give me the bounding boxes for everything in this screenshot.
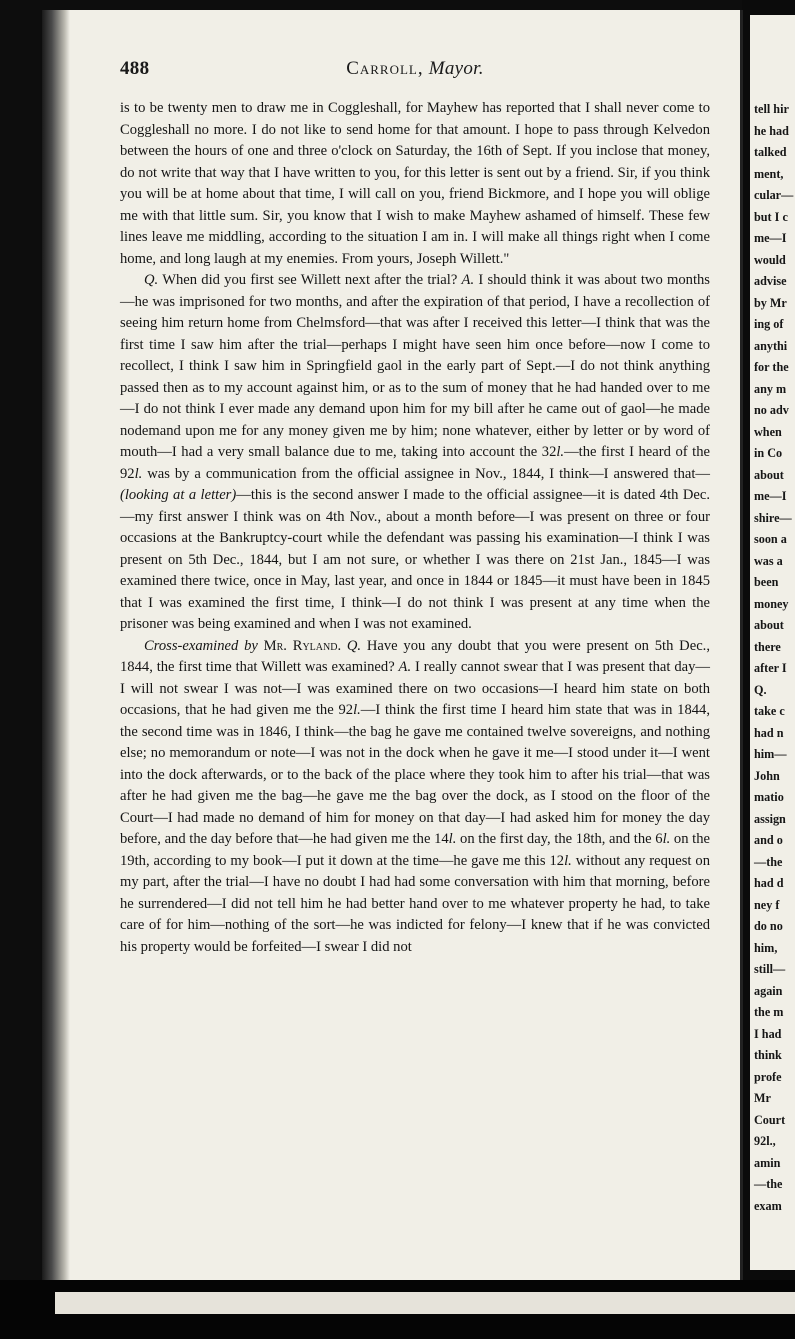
facing-page-fragment: cular— [754, 188, 794, 202]
text-segment: I should think it was about two months—he was imprisoned for two months, and after the expiration of that period, I have a recollection of seeing him return home from Chelmsford—that was after I received this letter—I think that was the first time I saw him after the trial—perhaps I might have seen him once before—now I come to recollect, I think I saw him in Springfield gaol in the early part of Sept.—I do not think anything passed then as to my account against him, or as to the sum of money that he had handed over to me—I do not think I ever made any demand upon him for my bill after he came out of gaol—he made nodemand upon me for any money given me by him; none whatever, either by letter or by word of mouth—I had a very small balance due to me, taking into account the 32 [120, 272, 710, 460]
facing-page-fragment: after I [754, 661, 787, 675]
facing-page-fragment: me—I [754, 231, 787, 245]
text-segment: —this is the second answer I made to the official assignee—it is dated 4th Dec.—my first answer I think was on 4th Nov., about a month before—I was present on three or four occasions at the Bankruptcy-court while the defendant was passing his examination—I think I was present on 5th Dec., 1844, but I am not sure, or whether I was there on 21st Jan., 1845—I was examined there twice, once in May, last year, and once in 1844 or 1845—it must have been in 1845 that I was examined the first time, I think—I do not think I was present at any time when the prisoner was being examined and when I was not examined. [120, 487, 710, 632]
facing-page-fragment: he had [754, 123, 789, 138]
facing-page-fragment: about [754, 467, 784, 482]
facing-page-fragment: assign [754, 811, 786, 826]
facing-page-fragment: ing of [754, 317, 784, 331]
facing-page-fragment: there [754, 639, 781, 654]
facing-page-fragment: Court [754, 1112, 786, 1127]
facing-page-fragment: advise [754, 274, 787, 288]
facing-page-fragments [750, 15, 795, 1217]
facing-page-fragment: still— [754, 962, 786, 976]
running-title-name: Carroll, [346, 58, 424, 79]
text-segment: on the 19th, according to my book—I put it down at the time—he gave me this 12 [120, 831, 710, 869]
facing-page-fragment: me—I [754, 489, 787, 503]
facing-page-fragment: take c [754, 704, 785, 718]
facing-page-fragment: exam [754, 1198, 782, 1213]
text-segment: without any request on my part, after the trial—I have no doubt I had had some conversation with him that morning, before he surrendered—I did not tell him he had better hand over to me whatever property he had, to take care of for him—nothing of the sort—he was indicted for felony—I knew that if he was convicted his property would be forfeited—I swear I did not [120, 852, 710, 955]
facing-page-fragment: profe [754, 1069, 782, 1084]
facing-page-fragment: —the [754, 1177, 783, 1191]
paragraph-cross-examination [120, 636, 710, 959]
text-segment: When did you first see Willett next after the trial? [158, 272, 462, 288]
facing-page-fragment: was a [754, 553, 783, 568]
facing-page-fragment: in Co [754, 446, 783, 460]
paragraph-examination [120, 270, 710, 636]
running-title-role: Mayor. [428, 58, 484, 79]
facing-page-fragment: think [754, 1048, 782, 1062]
answer-marker: A. [461, 272, 475, 288]
facing-page-fragment: tell hir [754, 102, 789, 116]
facing-page-fragment: Q. [754, 682, 767, 697]
page-number: 488 [120, 58, 150, 79]
counsel-name: Mr. Ryland. [263, 637, 342, 654]
facing-page-fragment: for the [754, 360, 789, 374]
facing-page-fragment: —the [754, 854, 783, 869]
facing-page-fragment: ment, [754, 166, 784, 181]
running-title [120, 58, 710, 80]
facing-page-fragment: him— [754, 747, 787, 761]
running-header [120, 58, 710, 88]
facing-page [750, 15, 795, 1270]
facing-page-fragment: 92l., [754, 1134, 776, 1148]
facing-page-fragment: him, [754, 940, 778, 955]
pound-symbol: l. [662, 831, 671, 847]
facing-page-fragment: shire— [754, 510, 792, 525]
facing-page-fragment: been [754, 575, 779, 589]
text-segment: —the first I heard of the 92 [120, 444, 710, 482]
text-segment: Have you any doubt that you were present on 5th Dec., 1844, the first time that Willett was examined? [120, 637, 710, 675]
pound-symbol: l. [556, 444, 565, 460]
bottom-page-edge [55, 1292, 795, 1314]
facing-page-fragment: by Mr [754, 295, 787, 310]
body-text [120, 98, 710, 958]
paragraph-letter-end [120, 98, 710, 270]
pound-symbol: l. [448, 831, 457, 847]
text-segment: was by a communication from the official assignee in Nov., 1844, I think—I answered that— [142, 465, 710, 482]
pound-symbol: l. [134, 465, 143, 482]
pound-symbol: l. [353, 702, 361, 718]
facing-page-fragment: do no [754, 919, 783, 933]
facing-page-fragment: no adv [754, 403, 789, 417]
answer-marker: A. [398, 659, 412, 675]
facing-page-fragment: when [754, 424, 782, 439]
question-marker: Q. [346, 637, 362, 654]
facing-page-fragment: anythi [754, 338, 788, 353]
question-marker: Q. [144, 272, 159, 288]
facing-page-fragment: talked [754, 145, 787, 159]
facing-page-fragment: money [754, 596, 789, 611]
facing-page-fragment: and o [754, 833, 783, 847]
paragraph-text: is to be twenty men to draw me in Coggleshall, for Mayhew has reported that I shall never come to Coggleshall no more. I do not like to send home for that amount. I hope to pass through Kelvedon between the hours of one and three o'clock on Saturday, the 16th of Sept. If you inclose that money, do not write that way that I have written to you, for this letter is sent out by a friend. Sir, if you think you will be at home about that time, I will call on you, friend Bickmore, and I hope you will oblige me with that little sum. Sir, you know that I wish to make Mayhew ashamed of himself. These few lines leave me middling, according to the situation I am in. I will make all things right when I come home, and long laugh at my enemies. From yours, Joseph Willett." [120, 100, 710, 267]
book-spine-shadow [42, 10, 70, 1280]
text-segment: —I think the first time I heard him state that was in 1844, the second time was in 1846, I think—the bag he gave me contained twelve sovereigns, and nothing else; no memorandum or note—I was not in the dock when he gave it me—I stood under it—I went into the dock afterwards, or to the back of the place where they took him to after his trial—that was after he had given me the bag—he gave me the bag over the dock, as I stood on the floor of the Court—I had made no demand of him for money on that day—I had asked him for money the day before, and the day before that—he had given me the 14 [120, 702, 711, 847]
text-segment: I really cannot swear that I was present that day—I will not swear I was not—I was examined there on two occasions—I heard him state on both occasions, that he had given me the 92 [120, 659, 710, 718]
facing-page-fragment: matio [754, 790, 784, 804]
facing-page-fragment: but I c [754, 209, 788, 224]
facing-page-fragment: amin [754, 1155, 781, 1170]
facing-page-fragment: had n [754, 725, 784, 740]
facing-page-fragment: had d [754, 876, 784, 890]
text-segment: on the first day, the 18th, and the 6 [456, 831, 663, 847]
facing-page-fragment: ney f [754, 897, 780, 912]
pound-symbol: l. [564, 852, 572, 869]
facing-page-fragment: John [754, 768, 780, 783]
facing-page-fragment: I had [754, 1026, 782, 1041]
stage-direction: (looking at a letter) [120, 487, 237, 503]
facing-page-fragment: soon a [754, 532, 787, 546]
facing-page-fragment: Mr [754, 1091, 771, 1105]
facing-page-fragment: any m [754, 381, 787, 396]
facing-page-fragment: again [754, 983, 783, 998]
cross-examined-label: Cross-examined by [144, 637, 258, 654]
facing-page-fragment: the m [754, 1005, 784, 1019]
facing-page-fragment: about [754, 618, 784, 632]
facing-page-fragment: would [754, 252, 786, 267]
